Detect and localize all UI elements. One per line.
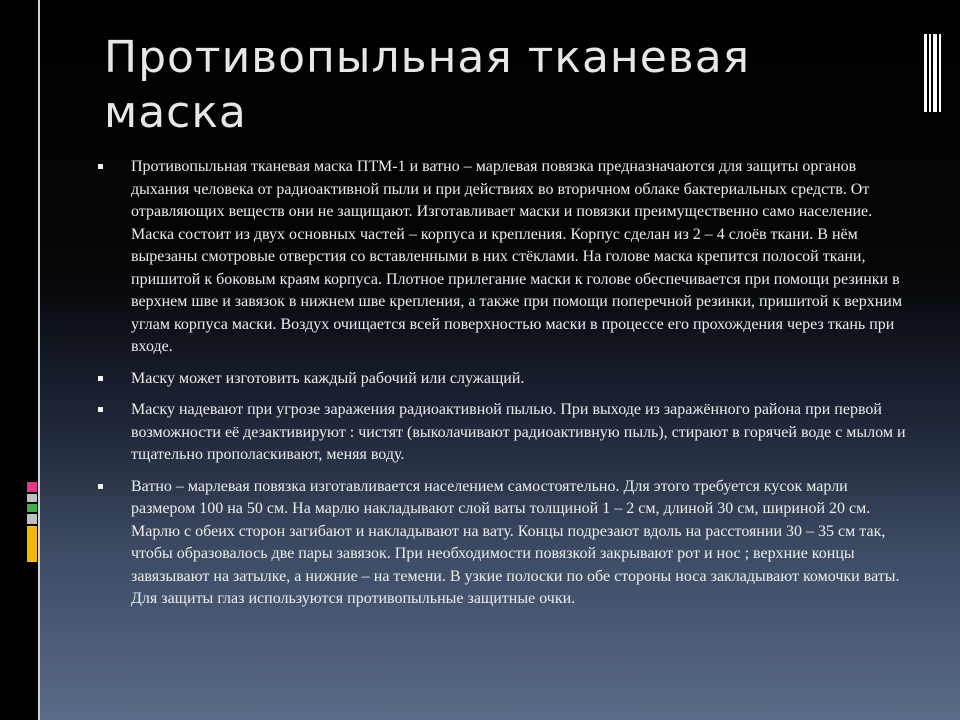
deco-pink-segment <box>27 482 37 492</box>
square-bullet-icon <box>98 164 103 169</box>
square-bullet-icon <box>98 376 103 381</box>
bullet-item <box>96 476 911 611</box>
bullet-text: Ватно – марлевая повязка изготавливается населением самостоятельно. Для этого требуется кусок марли размером 100 на 50 см. На марлю накладывают слой ваты толщиной 1 – 2 см, длиной 30 см, шириной 20 см. Марлю с обеих сторон загибают и накладывают на вату. Концы подрезают вдоль на расстоянии 30 – 35 см так, чтобы образовалось две пары завязок. При необходимости повязкой закрывают рот и нос ; верхние концы завязывают на затылке, а нижние – на темени. В узкие полоски по обе стороны носа закладывают комочки ваты. Для защиты глаз используются противопыльные защитные очки. <box>131 477 900 607</box>
left-color-decoration <box>27 482 37 562</box>
deco-bar <box>933 34 937 112</box>
square-bullet-icon <box>98 407 103 412</box>
square-bullet-icon <box>98 484 103 489</box>
bullet-text: Противопыльная тканевая маска ПТМ-1 и ватно – марлевая повязка предназначаются для защиты органов дыхания человека от радиоактивной пыли и при действиях во вторичном облаке бактериальных средств. От отравляющих веществ они не защищают. Изготавливает маски и повязки преимущественно само население. Маска состоит из двух основных частей – корпуса и крепления. Корпус сделан из 2 – 4 слоёв ткани. В нём вырезаны смотровые отверстия со вставленными в них стёклами. На голове маска крепится полосой ткани, пришитой к боковым краям корпуса. Плотное прилегание маски к голове обеспечивается при помощи резинки в верхнем шве и завязок в нижнем шве крепления, а также при помощи поперечной резинки, пришитой к верхним углам корпуса маски. Воздух очищается всей поверхностью маски в процессе его прохождения через ткань при входе. <box>131 158 902 355</box>
deco-yellow-segment <box>27 526 37 562</box>
left-vertical-line <box>38 0 40 720</box>
top-right-decoration <box>924 34 942 112</box>
bullet-text: Маску надевают при угрозе заражения радиоактивной пылью. При выходе из заражённого района при первой возможности её дезактивируют : чистят (выколачивают радиоактивную пыль), стирают в горячей воде с мылом и тщательно прополаскивают, меняя воду. <box>131 401 906 463</box>
deco-gray-segment <box>27 494 37 502</box>
bullet-item <box>96 368 911 391</box>
deco-bar <box>939 34 941 112</box>
deco-bar <box>924 34 927 112</box>
slide-title: Противопыльная тканевая маска <box>104 32 751 138</box>
bullet-text: Маску может изготовить каждый рабочий или служащий. <box>131 369 525 387</box>
left-dark-strip <box>0 0 38 720</box>
deco-green-segment <box>27 504 37 512</box>
bullet-list <box>96 156 936 620</box>
deco-gray-segment <box>27 514 37 524</box>
deco-bar <box>929 34 931 112</box>
bullet-item <box>96 156 911 359</box>
bullet-item <box>96 399 911 467</box>
